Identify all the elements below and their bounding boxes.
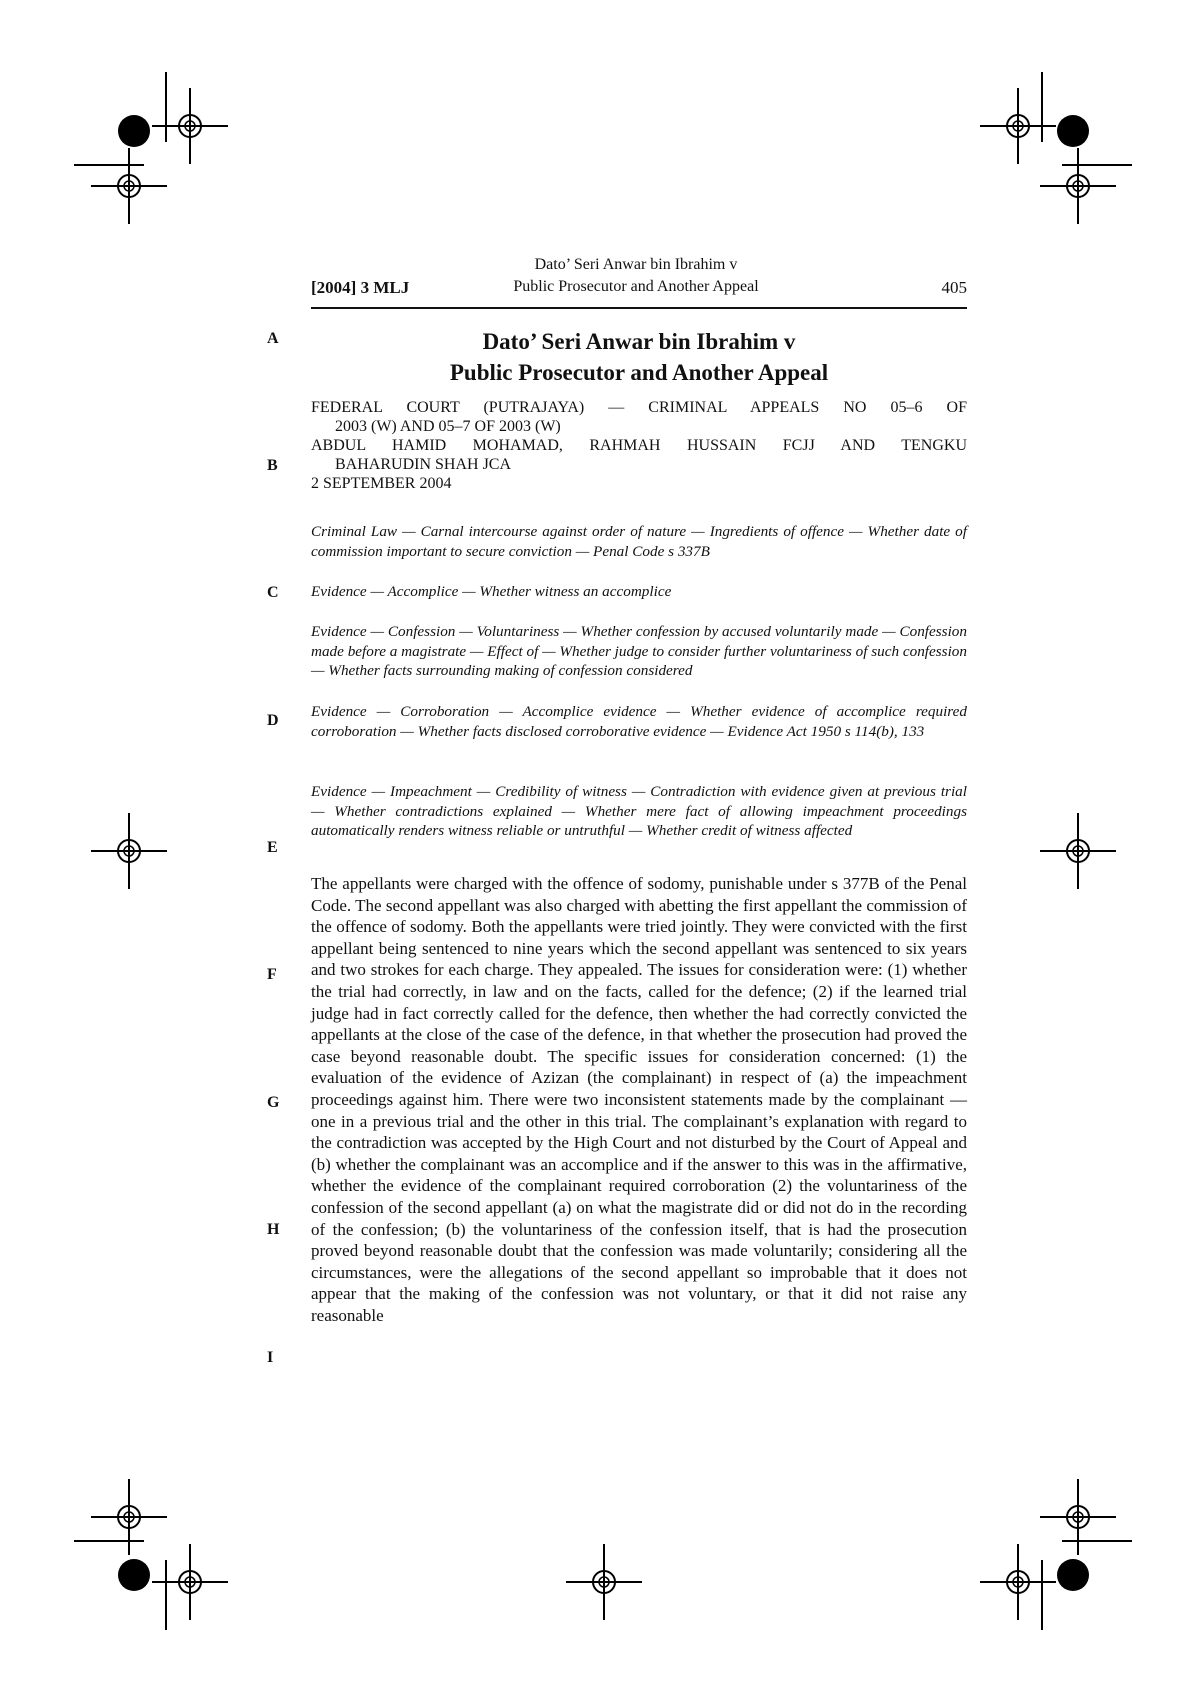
header-rule (311, 307, 967, 309)
margin-letter-e: E (267, 839, 278, 856)
registration-mark-left (91, 813, 167, 889)
court-line-2: 2003 (W) AND 05–7 OF 2003 (W) (335, 418, 561, 435)
page-number: 405 (941, 278, 967, 297)
margin-letter-d: D (267, 712, 279, 729)
headnote-paragraph: The appellants were charged with the offence of sodomy, punishable under s 377B of the Penal Code. The second appellant was also charged with abetting the first appellant the commission of the offence of sodomy. Both the appellants were tried jointly. They were convicted with the first appellant being sentenced to nine years which the second appellant was sentenced to six years and two strokes for each charge. They appealed. The issues for consideration were: (1) whether the trial had correctly, in law and on the facts, called for the defence; (2) if the learned trial judge had in fact correctly called for the defence, then whether the had correctly convicted the appellants at the close of the case of the defence, in that whether the prosecution had proved the case beyond reasonable doubt. The specific issues for consideration concerned: (1) the evaluation of the evidence of Azizan (the complainant) in respect of (a) the impeachment proceedings against him. There were two inconsistent statements made by the complainant — one in a previous trial and the other in this trial. The complainant’s explanation with regard to the contradiction was accepted by the High Court and not disturbed by the Court of Appeal and (b) whether the complainant was an accomplice and if the answer to this was in the affirmative, whether the evidence of the complainant required corroboration (2) the voluntariness of the confession of the second appellant (a) on what the magistrate did or did not do in the recording of the confession; (b) the voluntariness of the confession itself, that is had the prosecution proved beyond reasonable doubt that the confession was made voluntarily; considering all the circumstances, were the allegations of the second appellant so improbable that it does not appear that the making of the confession was not voluntary, or that it did not raise any reasonable (311, 874, 967, 1325)
court-details (311, 398, 967, 493)
judges-line-1: ABDUL HAMID MOHAMAD, RAHMAH HUSSAIN FCJJ AND TENGKU (311, 437, 967, 454)
margin-letter-c: C (267, 584, 279, 601)
margin-letter-b: B (267, 457, 278, 474)
case-title-line-1: Dato’ Seri Anwar bin Ibrahim v (482, 329, 796, 354)
margin-letter-i: I (267, 1349, 274, 1366)
crop-mark-bottom-left (74, 1479, 228, 1630)
judges-line-2: BAHARUDIN SHAH JCA (335, 456, 512, 473)
crop-mark-bottom-right (980, 1479, 1132, 1630)
running-title (486, 254, 786, 298)
margin-letter-h: H (267, 1221, 280, 1238)
decision-date: 2 SEPTEMBER 2004 (311, 475, 452, 492)
crop-mark-top-right (980, 72, 1132, 224)
margin-letter-a: A (267, 330, 279, 347)
catchword-corroboration: Evidence — Corroboration — Accomplice evidence — Whether evidence of accomplice required corroboration — Whether facts disclosed corroborative evidence — Evidence Act 1950 s 114(b), 133 (311, 703, 967, 740)
registration-mark-bottom-center (566, 1544, 642, 1620)
report-citation: [2004] 3 MLJ (311, 278, 410, 297)
registration-mark-right (1040, 813, 1116, 889)
catchword-criminal-law: Criminal Law — Carnal intercourse against order of nature — Ingredients of offence — Whether date of commission important to secure conviction — Penal Code s 337B (311, 523, 967, 560)
running-header (311, 254, 967, 308)
crop-mark-top-left (74, 72, 228, 224)
catchword-accomplice: Evidence — Accomplice — Whether witness an accomplice (311, 583, 672, 600)
catchword-confession: Evidence — Confession — Voluntariness — Whether confession by accused voluntarily made — Confession made before a magistrate — Effect of — Whether judge to consider further voluntariness of such confession — Whether facts surrounding making of confession considered (311, 623, 967, 679)
running-title-line-1: Dato’ Seri Anwar bin Ibrahim v (534, 256, 738, 273)
margin-letter-f: F (267, 966, 277, 983)
case-title-line-2: Public Prosecutor and Another Appeal (449, 360, 829, 385)
running-title-line-2: Public Prosecutor and Another Appeal (513, 278, 759, 295)
court-line-1: FEDERAL COURT (PUTRAJAYA) — CRIMINAL APPEALS NO 05–6 OF (311, 399, 967, 416)
case-title (311, 326, 967, 388)
margin-letter-g: G (267, 1094, 280, 1111)
catchword-impeachment: Evidence — Impeachment — Credibility of witness — Contradiction with evidence given at previous trial — Whether contradictions explained — Whether mere fact of allowing impeachment proceedings automatically renders witness reliable or untruthful — Whether credit of witness affected (311, 783, 967, 839)
